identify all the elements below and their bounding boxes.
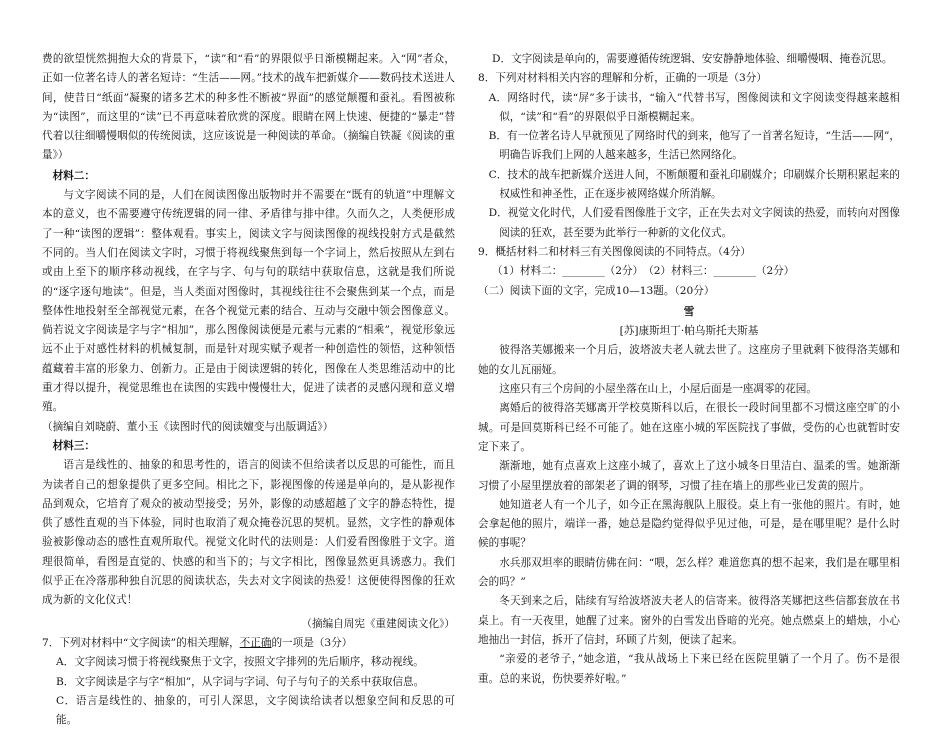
story-paragraph: 她知道老人有一个儿子，如今正在黑海舰队上服役。桌上有一张他的照片。有时，她会拿起他的照片，端详一番，她总是隐约觉得似乎见过他，可是，是在哪里呢？是什么时候的事呢？ — [478, 498, 900, 550]
material-three-heading: 材料三： — [52, 439, 95, 452]
question-8-option-c[interactable]: C．技术的战车把新媒介送进人间，不断颠覆和蚕礼印刷媒介；印刷媒介长期积累起来的权威性和神圣性，正在逐步被网络媒介所消解。 — [488, 168, 900, 201]
question-7-stem-mark: 不正确 — [239, 636, 272, 649]
right-column — [478, 50, 900, 689]
question-7-option-c[interactable]: C．语言是线性的、抽象的，可引人深思，文字阅读给读者以想象空间和反思的可能。 — [56, 694, 455, 727]
material-two-body: 与文字阅读不同的是，人们在阅读图像出版物时并不需要在“既有的轨道”中理解文本的意义，也不需要遵守传统逻辑的同一律、矛盾律与排中律。久而久之，人类便形成了一种“读图的逻辑”：整体观看。事实上，阅读文字与阅读图像的视线投射方式是截然不同的。当人们在阅读文字时，习惯于将视线聚焦到每一个字词上，然后按照从左到右或由上至下的顺序移动视线，在字与字、句与句的联结中获取信息，这就是我们所说的“逐字逐句地读”。但是，当人类面对图像时，其视线往往不会聚焦到某一个点，而是整体性地投射至全部视觉元素，在各个视觉元素的结合、互动与交融中领会图像意义。倘若说文字阅读是字与字“相加”，那么图像阅读便是元素与元素的“相乘”，视觉形象远远不止于对感性材料的机械复制，而是针对现实赋予观者一种创造性的领悟，这种领悟蕴藏着丰富的形象力、创新力。正是由于阅读逻辑的转化，图像在人类思维活动中的比重才得以提升，视觉思维也在读图的实践中慢慢壮大，促进了读者的灵感闪现和意义增殖。 — [42, 189, 455, 414]
material-two-heading: 材料二： — [52, 169, 95, 182]
story-paragraph: “亲爱的老爷子，”她念道，“我从战场上下来已经在医院里躺了一个月了。伤不是很重。总的来说，伤快要养好啦。” — [478, 653, 900, 685]
question-7-stem-post: 的一项是（3分） — [271, 636, 353, 649]
question-9-stem: 9．概括材料二和材料三有关图像阅读的不同特点。（4分） — [478, 245, 752, 258]
question-8-option-d[interactable]: D．视觉文化时代，人们爱看图像胜于文字，正在失去对文字阅读的热爱，而转向对图像阅读的狂欢，甚至要为此举行一种新的文化仪式。 — [488, 207, 900, 239]
left-column — [42, 50, 455, 730]
story-paragraph: 水兵那双坦率的眼睛仿佛在问：“喂，怎么样？难道您真的想不起来，我们是在哪里相会的吗？” — [478, 556, 900, 589]
material-three-citation: （摘编自周宪《重建阅读文化》） — [301, 617, 455, 630]
material-three-body: 语言是线性的、抽象的和思考性的，语言的阅读不但给读者以反思的可能性，而且为读者自己的想象提供了更多空间。相比之下，影视图像的传递是单向的，是从影视作品到观众，它培育了观众的被动型接受；另外，影像的动感超越了文字的静态特性，提供了感性直观的当下体验，同时也取消了观众掩卷沉思的契机。显然，文字性的静观体验被影像动态的感性直观所取代。视觉文化时代的法则是：人们爱看图像胜于文字。道理很简单，看图是直觉的、快感的和当下的；与文字相比，图像显然更具诱惑力。我们似乎正在冷落那种独自沉思的阅读状态，失去对文字阅读的热爱！这便使得图像的狂欢成为新的文化仪式！ — [42, 459, 455, 607]
story-paragraph: 渐渐地，她有点喜欢上这座小城了，喜欢上了这小城冬日里洁白、温柔的雪。她渐渐习惯了小屋里摆放着的部架老了调的钢琴，习惯了挂在墙上的那些业已发黄的照片。 — [478, 460, 900, 492]
story-paragraph: 冬天到来之后，陆续有写给波塔波夫老人的信寄来。彼得洛芙娜把这些信都套放在书桌上。有一天夜里，她醒了过来。窗外的白雪发出昏暗的光亮。她点燃桌上的蜡烛，小心地抽出一封信，拆开了信封，环顾了片刻，便读了起来。 — [478, 595, 900, 646]
question-8-stem: 8．下列对材料相关内容的理解和分析，正确的一项是（3分） — [478, 72, 767, 85]
material-one-ending: 费的欲望恍然拥抱大众的背景下，“读”和“看”的界限似乎日渐模糊起来。入“网”者众，正如一位著名诗人的著名短诗：“生活——网。”技术的战车把新媒介——数码技术送进人间，使昔日“纸面”凝聚的诸多艺术的种多性不断被“界面”的感觉颠覆和蚕礼。看图被称为“读图”，而这里的“读”已不再意味着欣赏的深度。眼睛在网上快速、便捷的“暴走”替代着以往细嚼慢咽似的传统阅读，这应该说是一种阅读的革命。（摘编自铁凝《阅读的重量》） — [42, 53, 455, 162]
story-paragraph: 这座只有三个房间的小屋坐落在山上，小屋后面是一座凋零的花园。 — [499, 383, 817, 396]
section-two-heading: （二）阅读下面的文字，完成10—13题。（20分） — [478, 284, 715, 297]
question-8-option-a[interactable]: A．网络时代，读“屏”多于读书，“输入”代替书写，图像阅读和文字阅读变得越来越相似，“读”和“看”的界限似乎日渐模糊起来。 — [488, 91, 900, 123]
story-paragraph: 彼得洛芙娜搬来一个月后，波塔波夫老人就去世了。这座房子里就剩下彼得洛芙娜和她的女儿瓦丽娅。 — [478, 344, 900, 376]
material-two-citation: （摘编自刘晓蔚、董小玉《读图时代的阅读嬗变与出版调适》） — [42, 420, 334, 433]
question-8-option-b[interactable]: B．有一位著名诗人早就预见了网络时代的到来，他写了一首著名短诗，“生活——网”，明确告诉我们上网的人越来越多，生活已然网络化。 — [488, 130, 900, 162]
story-author: [苏]康斯坦丁·帕乌斯托夫斯基 — [619, 325, 759, 338]
story-paragraph: 离婚后的彼得洛芙娜离开学校莫斯科以后，在很长一段时间里都不习惯这座空旷的小城。可是回莫斯科已经不可能了。她在这座小城的军医院找了事做，受伤的心也就暂时安定下来了。 — [478, 402, 900, 453]
story-title: 雪 — [683, 305, 695, 318]
question-9-blanks[interactable]: （1）材料二：________（2分） （2）材料三：________（2分） — [492, 265, 795, 278]
question-7-option-b[interactable]: B．文字阅读是字与字“相加”，从字词与字词、句子与句子的关系中获取信息。 — [56, 675, 425, 688]
question-7-stem-pre: 7．下列对材料中“文字阅读”的相关理解， — [42, 636, 240, 649]
question-7-option-d[interactable]: D．文字阅读是单向的，需要遵循传统逻辑、安安静静地体验、细嚼慢咽、掩卷沉思。 — [492, 53, 893, 65]
question-7-option-a[interactable]: A．文字阅读习惯于将视线聚焦于文字，按照文字排列的先后顺序，移动视线。 — [56, 656, 424, 669]
question-7-stem — [42, 634, 455, 653]
